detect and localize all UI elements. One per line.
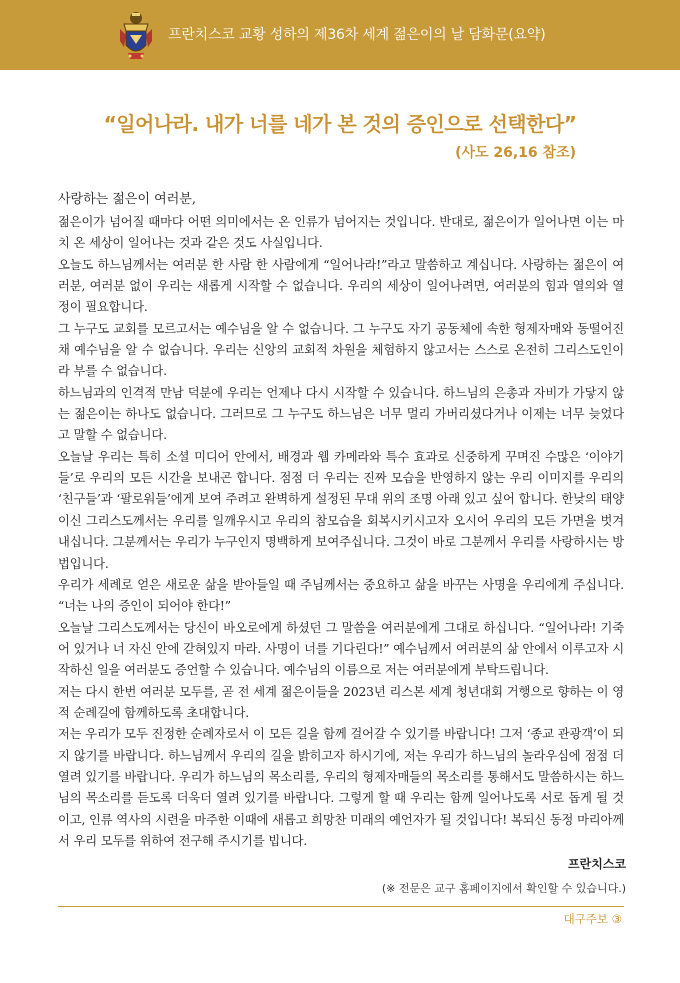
paragraph: 오늘날 우리는 특히 소셜 미디어 안에서, 배경과 웹 카메라와 특수 효과로 신중하게 꾸며진 수많은 ‘이야기들’로 우리의 모든 시간을 보내곤 합니다. 점점 더 우리는 진짜 모습을 반영하지 않는 우리 이미지를 우리의 ‘친구들’과 ‘팔로워들’에게 보여 주려고 완벽하게 설정된 무대 위의 조명 아래 있고 싶어 합니다. 한낮의 태양이신 그리스도께서는 우리를 일깨우시고 우리의 참모습을 회복시키시고자 오시어 우리의 모든 가면을 벗겨 내십니다. 그분께서는 우리가 누구인지 명백하게 보여주십니다. 그것이 바로 그분께서 우리를 사랑하시는 방법입니다. bbox=[58, 449, 624, 571]
footer-page-label: 대구주보 ③ bbox=[563, 912, 622, 926]
page-header bbox=[0, 0, 680, 70]
homepage-note: (※ 전문은 교구 홈페이지에서 확인할 수 있습니다.) bbox=[381, 882, 626, 895]
paragraph: 저는 우리가 모두 진정한 순례자로서 이 모든 길을 함께 걸어갈 수 있기를 바랍니다! 그저 ‘종교 관광객’이 되지 않기를 바랍니다. 하느님께서 우리의 길을 밝히고자 하시기에, 저는 우리가 하느님의 놀라우심에 점점 더 열려 있기를 바랍니다. 우리가 하느님의 목소리를, 우리의 형제자매들의 목소리를 통해서도 말씀하시는 하느님의 목소리를 듣도록 더욱더 열려 있기를 바랍니다. 그렇게 할 때 우리는 함께 일어나도록 서로 돕게 될 것이고, 인류 역사의 시련을 마주한 이때에 새롭고 희망찬 미래의 예언자가 될 것입니다! 복되신 동정 마리아께서 우리 모두를 위하여 전구해 주시기를 빕니다. bbox=[58, 727, 624, 848]
headline-reference: (사도 26,16 참조) bbox=[455, 145, 576, 161]
header-title: 프란치스코 교황 성하의 제36차 세계 젊은이의 날 담화문(요약) bbox=[168, 27, 546, 43]
footer-divider bbox=[58, 906, 624, 907]
paragraph: 저는 다시 한번 여러분 모두를, 곧 전 세계 젊은이들을 2023년 리스본 세계 청년대회 거행으로 향하는 이 영적 순례길에 함께하도록 초대합니다. bbox=[58, 684, 624, 720]
signature: 프란치스코 bbox=[568, 857, 626, 871]
paragraph: 오늘날 그리스도께서는 당신이 바오로에게 하셨던 그 말씀을 여러분에게 그대로 하십니다. “일어나라! 기죽어 있거나 너 자신 안에 갇혀있지 마라. 사명이 너를 기다린다!” 예수님께서 여러분의 삶 안에서 이루고자 시작하신 일을 여러분도 증언할 수 있습니다. 예수님의 이름으로 저는 여러분에게 부탁드립니다. bbox=[58, 620, 624, 678]
paragraph: 오늘도 하느님께서는 여러분 한 사람 한 사람에게 “일어나라!”라고 말씀하고 계십니다. 사랑하는 젊은이 여러분, 여러분 없이 우리는 새롭게 시작할 수 없습니다. 우리의 세상이 일어나려면, 여러분의 힘과 열의와 열정이 필요합니다. bbox=[58, 257, 624, 315]
salutation: 사랑하는 젊은이 여러분, bbox=[58, 192, 196, 207]
headline-title: “일어나라. 내가 너를 네가 본 것의 증인으로 선택한다” bbox=[103, 112, 577, 136]
paragraph: 그 누구도 교회를 모르고서는 예수님을 알 수 없습니다. 그 누구도 자기 공동체에 속한 형제자매와 동떨어진 채 예수님을 알 수 없습니다. 우리는 신앙의 교회적 차원을 체험하지 않고서는 스스로 온전히 그리스도인이라 부를 수 없습니다. bbox=[58, 321, 624, 379]
paragraph: 젊은이가 넘어질 때마다 어떤 의미에서는 온 인류가 넘어지는 것입니다. 반대로, 젊은이가 일어나면 이는 마치 온 세상이 일어나는 것과 같은 것도 사실입니다. bbox=[58, 215, 624, 251]
message-body bbox=[58, 212, 624, 852]
papal-crest-icon bbox=[118, 11, 154, 61]
paragraph: 하느님과의 인격적 만남 덕분에 우리는 언제나 다시 시작할 수 있습니다. 하느님의 은총과 자비가 가닿지 않는 젊은이는 하나도 없습니다. 그러므로 그 누구도 하느님은 너무 멀리 가버리셨다거나 이제는 너무 늦었다고 말할 수 없습니다. bbox=[58, 385, 624, 443]
paragraph: 우리가 세례로 얻은 새로운 삶을 받아들일 때 주님께서는 중요하고 삶을 바꾸는 사명을 우리에게 주십니다. “너는 나의 증인이 되어야 한다!” bbox=[58, 577, 624, 614]
